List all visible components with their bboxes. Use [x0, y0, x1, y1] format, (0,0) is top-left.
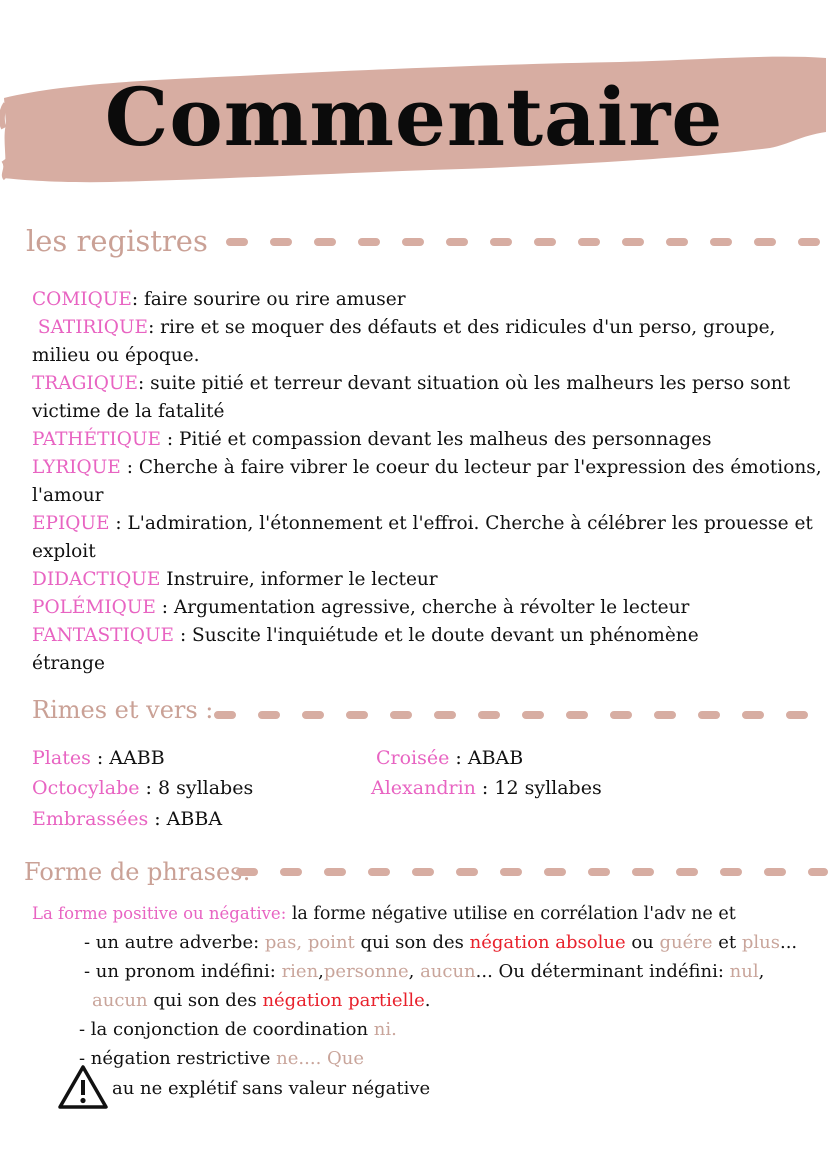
registre-item: EPIQUE : L'admiration, l'étonnement et l'effroi. Cherche à célébrer les prouesse et — [32, 513, 813, 534]
negation-line-partielle: aucun qui son des négation partielle. — [92, 990, 431, 1011]
registre-item: DIDACTIQUE Instruire, informer le lecteur — [32, 569, 438, 590]
negation-line-restrictive: - négation restrictive ne.... Que — [79, 1048, 365, 1069]
forme-dashed-line — [232, 862, 828, 882]
registre-item-cont: victime de la fatalité — [32, 401, 225, 422]
negation-line-conjonction: - la conjonction de coordination ni. — [79, 1019, 397, 1040]
rime-embrassees: Embrassées : ABBA — [32, 808, 223, 830]
registre-item: TRAGIQUE: suite pitié et terreur devant situation où les malheurs les perso sont — [32, 373, 791, 394]
negation-line-adverbe: - un autre adverbe: pas, point qui son des négation absolue ou guére et plus... — [84, 932, 798, 953]
warning-icon — [57, 1063, 109, 1111]
forme-heading: Forme de phrases: — [24, 858, 251, 886]
registre-item: POLÉMIQUE : Argumentation agressive, cherche à révolter le lecteur — [32, 597, 690, 618]
registre-item-cont: l'amour — [32, 485, 104, 506]
rimes-heading: Rimes et vers : — [32, 696, 214, 724]
warning-note: au ne explétif sans valeur négative — [112, 1078, 431, 1099]
registres-dashed-line — [222, 232, 828, 252]
registres-list — [32, 286, 822, 678]
registre-item: COMIQUE: faire sourire ou rire amuser — [32, 289, 406, 310]
registre-item: SATIRIQUE: rire et se moquer des défauts et des ridicules d'un perso, groupe, — [37, 317, 776, 338]
registre-item-cont: milieu ou époque. — [32, 345, 200, 366]
rime-plates: Plates : AABB — [32, 747, 165, 769]
registre-item-cont: étrange — [32, 653, 105, 674]
negation-line-pronom: - un pronom indéfini: rien,personne, aucun... Ou déterminant indéfini: nul, — [84, 961, 765, 982]
page-title: Commentaire — [104, 70, 724, 164]
registre-item: FANTASTIQUE : Suscite l'inquiétude et le doute devant un phénomène — [32, 625, 699, 646]
rime-croisee: Croisée : ABAB — [376, 747, 524, 769]
vers-alexandrin: Alexandrin : 12 syllabes — [371, 777, 602, 799]
registre-item-cont: exploit — [32, 541, 96, 562]
rimes-dashed-line — [210, 705, 816, 725]
forme-intro: La forme positive ou négative: la forme négative utilise en corrélation l'adv ne et — [32, 904, 736, 924]
registres-heading: les registres — [26, 224, 208, 258]
vers-octosyllabe: Octocylabe : 8 syllabes — [32, 777, 254, 799]
registre-item: PATHÉTIQUE : Pitié et compassion devant les malheus des personnages — [32, 429, 712, 450]
registre-item: LYRIQUE : Cherche à faire vibrer le coeur du lecteur par l'expression des émotions, — [32, 457, 822, 478]
